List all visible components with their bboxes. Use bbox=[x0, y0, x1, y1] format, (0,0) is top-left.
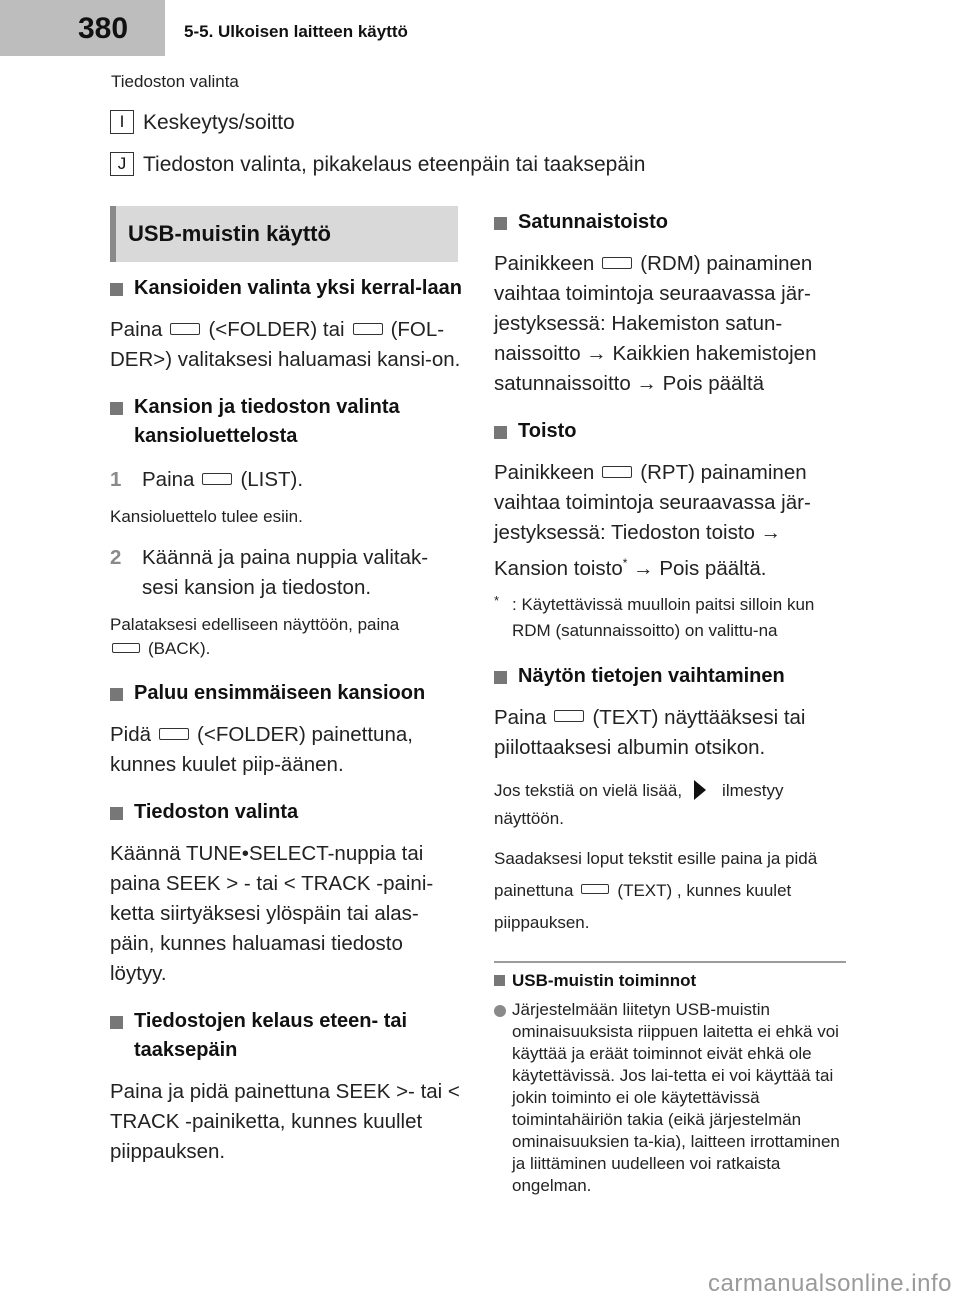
subheading: Toisto bbox=[494, 417, 846, 446]
step-note: Kansioluettelo tulee esiin. bbox=[110, 507, 303, 526]
square-bullet-icon bbox=[494, 975, 505, 986]
paragraph-note: Jos tekstiä on vielä lisää, ilmestyy näyttöön. bbox=[494, 780, 784, 828]
subheading: Tiedoston valinta bbox=[110, 798, 462, 827]
square-bullet-icon bbox=[110, 1016, 123, 1029]
circle-bullet-icon bbox=[494, 1005, 506, 1017]
left-column bbox=[110, 200, 462, 1167]
right-column bbox=[494, 200, 846, 1197]
section-title: 5-5. Ulkoisen laitteen käyttö bbox=[184, 22, 408, 41]
folder-forward-button-icon bbox=[353, 323, 383, 335]
footnote: * : Käytettävissä muulloin paitsi silloin kun RDM (satunnaissoitto) on valittu-na bbox=[494, 592, 815, 640]
square-bullet-icon bbox=[494, 671, 507, 684]
subheading: Näytön tietojen vaihtaminen bbox=[494, 662, 846, 691]
square-bullet-icon bbox=[110, 807, 123, 820]
rdm-button-icon bbox=[602, 257, 632, 269]
text-button-icon bbox=[554, 710, 584, 722]
folder-back-button-icon bbox=[159, 728, 189, 740]
top-item-text: Tiedoston valinta, pikakelaus eteenpäin tai taaksepäin bbox=[143, 153, 646, 176]
paragraph: Painikkeen (RDM) painaminen vaihtaa toimintoja seuraavassa jär-jestyksessä: Hakemiston satun-naissoitto → Kaikkien hakemistojen satunnaissoitto → Pois päältä bbox=[494, 252, 817, 395]
paragraph: Pidä (<FOLDER) painettuna, kunnes kuulet piip-äänen. bbox=[110, 723, 413, 776]
paragraph-note: Saadaksesi loput tekstit esille paina ja pidä painettuna (TEXT) , kunnes kuulet piippauksen. bbox=[494, 848, 818, 932]
top-item-text: Keskeytys/soitto bbox=[143, 111, 295, 134]
watermark: carmanualsonline.info bbox=[708, 1270, 952, 1297]
square-bullet-icon bbox=[494, 217, 507, 230]
square-bullet-icon bbox=[110, 688, 123, 701]
paragraph: Paina (<FOLDER) tai (FOL-DER>) valitaksesi haluamasi kansi-on. bbox=[110, 318, 461, 371]
paragraph: Käännä TUNE•SELECT-nuppia tai paina SEEK > - tai < TRACK -paini-ketta siirtyäksesi ylöspäin tai alas-päin, kunnes haluamasi tiedosto löytyy. bbox=[110, 842, 434, 985]
note-heading: USB-muistin toiminnot bbox=[494, 971, 846, 991]
top-note: Tiedoston valinta bbox=[111, 72, 239, 91]
divider bbox=[494, 961, 846, 963]
folder-back-button-icon bbox=[170, 323, 200, 335]
square-bullet-icon bbox=[110, 402, 123, 415]
subheading: Tiedostojen kelaus eteen- tai taaksepäin bbox=[110, 1007, 462, 1065]
note-item: Järjestelmään liitetyn USB-muistin ominaisuuksista riippuen laitetta ei ehkä voi käyttää ja eräät toiminnot eivät ehkä ole käytettävissä. Jos lai-tetta ei voi käyttää tai jokin toiminto ei ole käytettävissä toimintahäiriön takia (eikä järjestelmän ominaisuuksien ta-kia), laitteen irrottaminen ja liittäminen uudelleen voi ratkaista ongelman. bbox=[494, 999, 846, 1197]
subheading: Kansioiden valinta yksi kerral-laan bbox=[110, 274, 462, 303]
paragraph: Painikkeen (RPT) painaminen vaihtaa toimintoja seuraavassa jär-jestyksessä: Tiedoston toisto → Kansion toisto* → Pois päältä. bbox=[494, 461, 811, 580]
square-bullet-icon bbox=[494, 426, 507, 439]
page-number: 380 bbox=[78, 12, 129, 45]
rpt-button-icon bbox=[602, 466, 632, 478]
step-1: 1 Paina (LIST). bbox=[110, 468, 304, 491]
subheading: Kansion ja tiedoston valinta kansioluettelosta bbox=[110, 393, 462, 451]
step-note: Palataksesi edelliseen näyttöön, paina (BACK). bbox=[110, 615, 400, 658]
square-bullet-icon bbox=[110, 283, 123, 296]
text-button-icon bbox=[581, 884, 609, 894]
paragraph: Paina (TEXT) näyttääksesi tai piilottaaksesi albumin otsikon. bbox=[494, 705, 806, 759]
paragraph: Paina ja pidä painettuna SEEK >- tai < TRACK -painiketta, kunnes kuullet piippauksen. bbox=[110, 1080, 460, 1163]
step-2: 2 Käännä ja paina nuppia valitak-sesi kansion ja tiedoston. bbox=[110, 546, 429, 599]
more-text-arrow-icon bbox=[694, 780, 706, 800]
list-button-icon bbox=[202, 473, 232, 485]
label-j: J bbox=[110, 152, 134, 176]
label-i: I bbox=[110, 110, 134, 134]
subheading: Satunnaistoisto bbox=[494, 208, 846, 237]
back-button-icon bbox=[112, 643, 140, 653]
subheading: Paluu ensimmäiseen kansioon bbox=[110, 679, 462, 708]
usb-heading: USB-muistin käyttö bbox=[110, 206, 458, 262]
